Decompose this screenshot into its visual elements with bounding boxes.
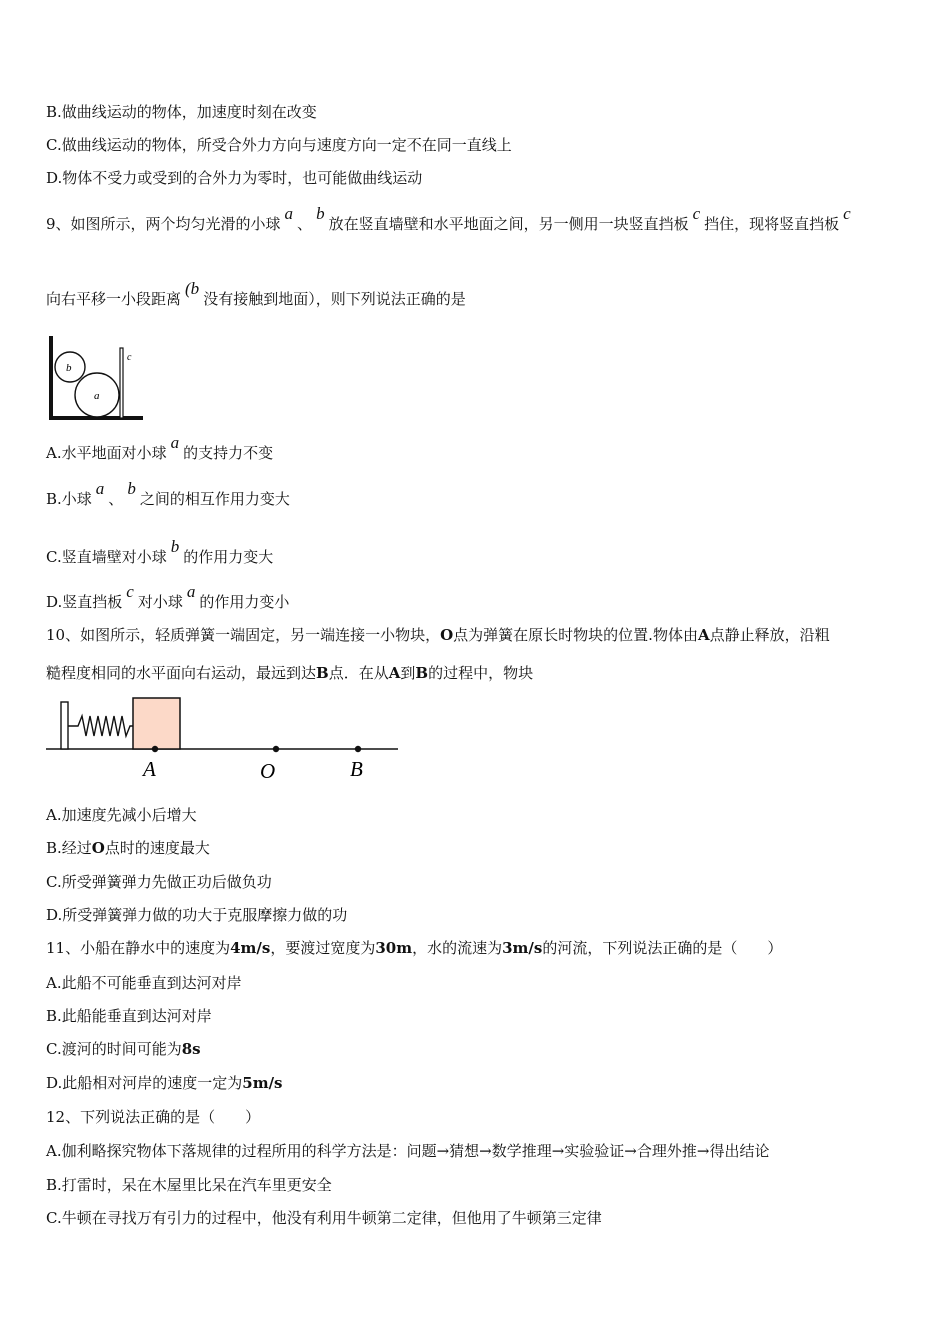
q9-separator: 、	[297, 215, 313, 233]
q11-boat-speed: 4m/s	[230, 939, 271, 957]
q9-option-text: 对小球	[137, 593, 183, 611]
q10-stem-line1	[46, 625, 830, 645]
q10-stem-text: 点静止释放，沿粗	[709, 626, 830, 644]
q12-stem: 12、下列说法正确的是（ ）	[46, 1108, 261, 1126]
q10-figure-spring	[44, 692, 402, 784]
q10-figure-label-o: O	[260, 759, 276, 783]
q11-river-width: 30m	[375, 939, 413, 957]
q9-stem-text: 挡住，现将竖直挡板	[704, 215, 840, 233]
q8-option-c: C.做曲线运动的物体，所受合外力方向与速度方向一定不在同一直线上	[46, 136, 512, 154]
q9-var-c: c	[843, 204, 851, 223]
q11-speed-value: 5m/s	[242, 1074, 283, 1092]
q9-option-d	[46, 582, 290, 612]
q10-stem-line2	[46, 663, 533, 683]
q10-option-c: C.所受弹簧弹力先做正功后做负功	[46, 873, 272, 891]
q9-separator: 、	[108, 490, 124, 508]
q11-option-c	[46, 1039, 201, 1059]
q9-option-a	[46, 433, 274, 463]
q10-option-a: A.加速度先减小后增大	[46, 806, 197, 824]
q9-option-text: B.小球	[46, 490, 92, 508]
q8-option-d: D.物体不受力或受到的合外力为零时，也可能做曲线运动	[46, 169, 423, 187]
q10-option-text: B.经过	[46, 839, 92, 857]
q10-stem-text: 糙程度相同的水平面向右运动，最远到达	[46, 664, 317, 682]
q9-option-b	[46, 479, 290, 509]
q11-option-d	[46, 1073, 283, 1093]
q9-var-c: c	[126, 582, 134, 601]
q9-var-a: a	[284, 204, 294, 223]
q11-option-b: B.此船能垂直到达河对岸	[46, 1007, 212, 1025]
q10-stem-text: 10、如图所示，轻质弹簧一端固定，另一端连接一小物块，	[46, 626, 441, 644]
q9-figure-balls	[46, 334, 146, 424]
q11-option-text: D.此船相对河岸的速度一定为	[46, 1074, 243, 1092]
q12-option-b: B.打雷时，呆在木屋里比呆在汽车里更安全	[46, 1176, 332, 1194]
q9-option-text: 之间的相互作用力变大	[139, 490, 290, 508]
q10-stem-text: 到	[400, 664, 416, 682]
q11-stem-text: 11、小船在静水中的速度为	[46, 939, 231, 957]
q9-figure-label-a: a	[94, 390, 100, 402]
q10-point-a: A	[388, 664, 401, 682]
q9-option-text: D.竖直挡板	[46, 593, 123, 611]
q10-option-d: D.所受弹簧弹力做的功大于克服摩擦力做的功	[46, 906, 348, 924]
q11-stem-text: 的河流，下列说法正确的是（ ）	[542, 939, 783, 957]
q10-stem-text: 的过程中，物块	[428, 664, 534, 682]
q9-stem-line2	[46, 279, 466, 309]
q9-var-a: a	[95, 479, 105, 498]
q9-paren-b: (b	[185, 279, 200, 298]
q8-option-b: B.做曲线运动的物体，加速度时刻在改变	[46, 103, 317, 121]
q10-option-b	[46, 838, 210, 858]
q9-option-text: 的支持力不变	[183, 444, 274, 462]
q9-option-text: 的作用力变大	[183, 548, 274, 566]
q10-point-b: B	[415, 664, 429, 682]
q9-option-c	[46, 537, 274, 567]
q9-var-a: a	[170, 433, 180, 452]
q9-stem-text: 没有接触到地面），则下列说法正确的是	[203, 290, 466, 308]
q10-point-o: O	[440, 626, 454, 644]
q9-var-c: c	[692, 204, 701, 223]
q9-stem-text: 向右平移一小段距离	[46, 290, 182, 308]
q9-var-b: b	[127, 479, 136, 498]
q10-stem-text: 点为弹簧在原长时物块的位置.物体由	[453, 626, 698, 644]
q9-var-a: a	[186, 582, 196, 601]
q11-option-text: C.渡河的时间可能为	[46, 1040, 182, 1058]
q9-stem-text: 放在竖直墙壁和水平地面之间，另一侧用一块竖直挡板	[328, 215, 689, 233]
q9-var-b: b	[316, 204, 325, 223]
q9-option-text: C.竖直墙壁对小球	[46, 548, 167, 566]
q10-point-a: A	[697, 626, 710, 644]
q9-option-text: A.水平地面对小球	[46, 444, 167, 462]
q10-stem-text: 点．在从	[328, 664, 389, 682]
q9-option-text: 的作用力变小	[199, 593, 290, 611]
q11-stem-text: ，要渡过宽度为	[270, 939, 376, 957]
q10-figure-label-a: A	[143, 757, 156, 781]
q9-stem-text: 9、如图所示，两个均匀光滑的小球	[46, 215, 281, 233]
q10-point-b: B	[316, 664, 329, 682]
q11-stem-text: ，水的流速为	[412, 939, 503, 957]
q9-figure-label-b: b	[66, 362, 72, 374]
q10-figure-label-b: B	[350, 757, 363, 781]
q10-point-o: O	[91, 839, 105, 857]
q12-option-a: A.伽利略探究物体下落规律的过程所用的科学方法是：问题→猜想→数学推理→实验验证→合理外推→得出结论	[46, 1142, 770, 1160]
q10-option-text: 点时的速度最大	[104, 839, 210, 857]
q9-var-b: b	[170, 537, 180, 556]
q12-option-c: C.牛顿在寻找万有引力的过程中，他没有利用牛顿第二定律，但他用了牛顿第三定律	[46, 1209, 602, 1227]
q11-stem	[46, 938, 782, 958]
q9-figure-label-c: c	[127, 352, 132, 363]
q9-stem-line1	[46, 204, 855, 234]
q11-water-speed: 3m/s	[502, 939, 543, 957]
q11-time-value: 8s	[181, 1040, 201, 1058]
q11-option-a: A.此船不可能垂直到达河对岸	[46, 974, 242, 992]
